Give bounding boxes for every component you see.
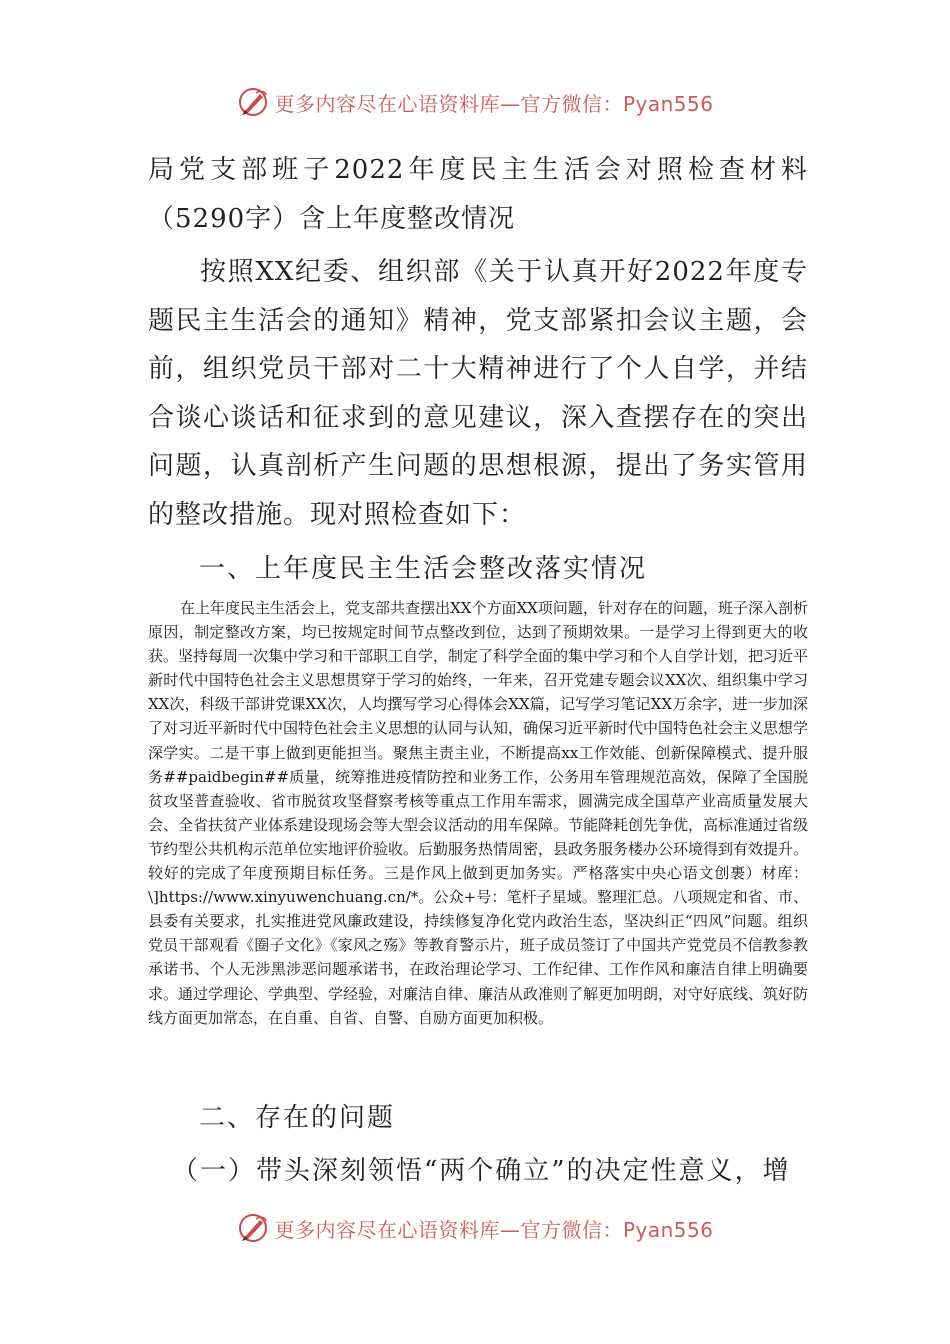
intro-paragraph: 按照XX纪委、组织部《关于认真开好2022年度专题民主生活会的通知》精神，党支部紧扣会议主题，会前，组织党员干部对二十大精神进行了个人自学，并结合谈心谈话和征求到的意见建议，深入查摆存在的突出问题，认真剖析产生问题的思想根源，提出了务实管用的整改措施。现对照检查如下： (148, 257, 808, 530)
section-heading-1: 一、上年度民主生活会整改落实情况 (199, 554, 648, 584)
watermark-bottom (0, 1208, 950, 1248)
pen-logo-icon (236, 85, 270, 119)
section-1-body: 在上年度民主生活会上，党支部共查摆出XX个方面XX项问题，针对存在的问题，班子深入剖析原因，制定整改方案，均已按规定时间节点整改到位，达到了预期效果。一是学习上得到更大的收获。坚持每周一次集中学习和干部职工自学，制定了科学全面的集中学习和个人自学计划，把习近平新时代中国特色社会主义思想贯穿于学习的始终，一年来，召开党建专题会议XX次、组织集中学习XX次，科级干部讲党课XX次，人均撰写学习心得体会XX篇，记写学习笔记XX万余字，进一步加深了对习近平新时代中国特色社会主义思想的认同与认知，确保习近平新时代中国特色社会主义思想学深学实。二是干事上做到更能担当。聚焦主责主业，不断提高xx工作效能、创新保障模式、提升服务##paidbegin##质量，统筹推进疫情防控和业务工作，公务用车管理规范高效，保障了全国脱贫攻坚普查验收、省市脱贫攻坚督察考核等重点工作用车需求，圆满完成全国草产业高质量发展大会、全省扶贫产业体系建设现场会等大型会议活动的用车保障。节能降耗创先争优，高标准通过省级节约型公共机构示范单位实地评价验收。后勤服务热情周密，县政务服务楼办公环境得到有效提升。较好的完成了年度预期目标任务。三是作风上做到更加务实。严格落实中央心语文创裹）材库：\]https://www.xinyuwenchuang.cn/*。公众+号：笔杆子星域。整理汇总。八项规定和省、市、县委有关要求，扎实推进党风廉政建设，持续修复净化党内政治生态，坚决纠正“四风”问题。组织党员干部观看《圈子文化》《家风之殇》等教育警示片，班子成员签订了中国共产党党员不信教参教承诺书、个人无涉黑涉恶问题承诺书，在政治理论学习、工作纪律、工作作风和廉洁自律上明确要求。通过学理论、学典型、学经验，对廉洁自律、廉洁从政准则了解更加明朗，对守好底线、筑好防线方面更加常态，在自重、自省、自警、自励方面更加积极。 (148, 599, 809, 1027)
document-title-line-2: （5290字）含上年度整改情况 (148, 204, 516, 234)
watermark-text: 更多内容尽在心语资料库—官方微信：Pyan556 (274, 91, 714, 116)
subsection-heading-1: （一）带头深刻领悟“两个确立”的决定性意义，增 (172, 1156, 791, 1186)
watermark-top (0, 82, 950, 122)
document-title-line-1: 局党支部班子2022年度民主生活会对照检查材料 (148, 155, 808, 185)
watermark-text: 更多内容尽在心语资料库—官方微信：Pyan556 (274, 1217, 714, 1242)
section-heading-2: 二、存在的问题 (199, 1103, 396, 1133)
pen-logo-icon (236, 1211, 270, 1245)
